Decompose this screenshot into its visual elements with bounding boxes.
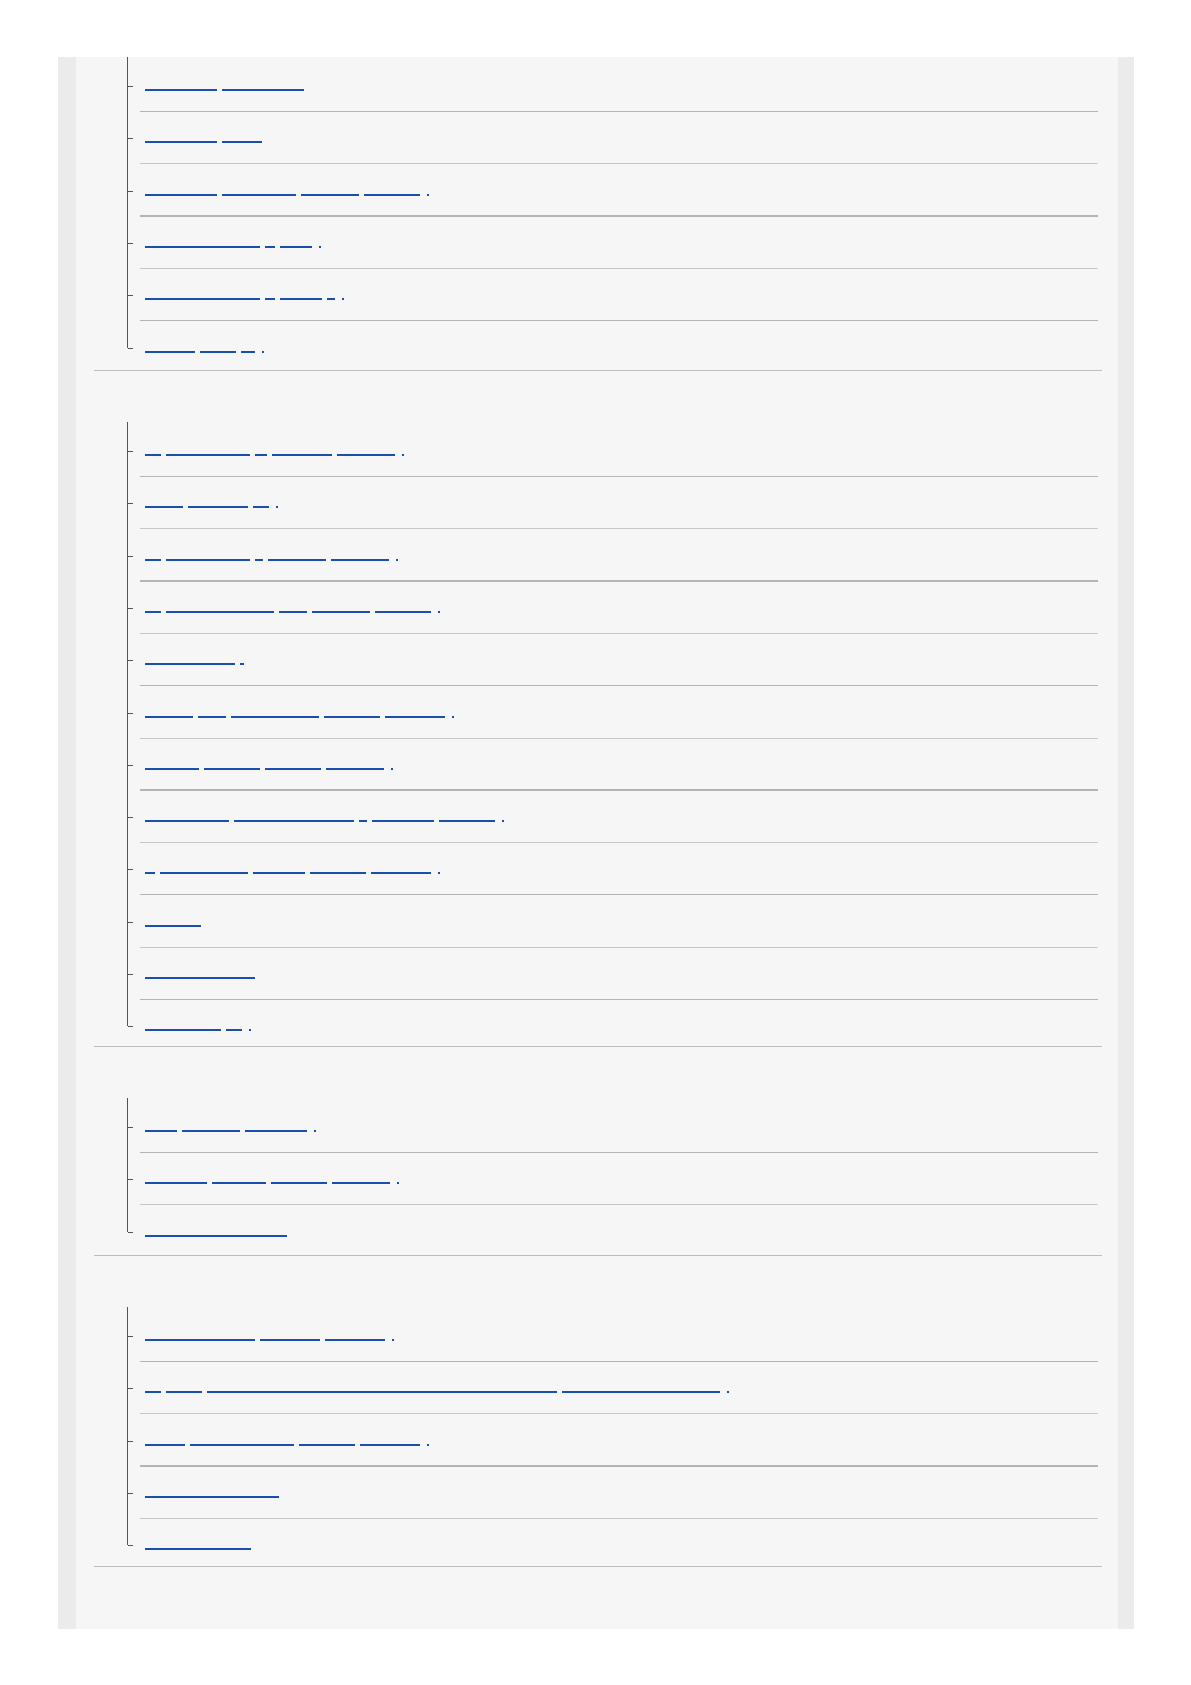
link-dot [438,611,440,613]
toc-link[interactable] [145,913,201,927]
link-underline [188,506,248,508]
link-underline [331,559,389,561]
link-dot [397,1182,399,1184]
tree-tick [128,1232,133,1233]
toc-link[interactable] [145,1536,251,1550]
toc-item[interactable] [128,425,1098,477]
link-underline [198,716,226,718]
tree-tick [128,295,133,296]
link-underline [231,716,319,718]
toc-item[interactable] [128,1101,1098,1153]
toc-item[interactable] [128,1310,1098,1362]
link-underline [226,1029,242,1031]
tree-tick [128,1545,133,1546]
toc-link[interactable] [145,965,255,979]
toc-item[interactable] [128,530,1098,582]
link-underline [372,820,434,822]
link-underline [182,1130,240,1132]
link-underline [359,820,367,822]
toc-link[interactable] [145,494,278,508]
link-dot [342,298,344,300]
toc-item[interactable] [128,1467,1098,1519]
link-dot [427,194,429,196]
toc-item[interactable] [128,582,1098,634]
toc-link[interactable] [145,704,454,718]
link-underline [145,1339,255,1341]
link-underline [265,768,321,770]
link-underline [562,1391,720,1393]
tree-tick [128,243,133,244]
link-underline [299,1444,355,1446]
toc-item[interactable] [128,687,1098,739]
link-dot [727,1391,729,1393]
toc-link[interactable] [145,1432,429,1446]
toc-link[interactable] [145,547,398,561]
link-underline [145,1444,185,1446]
link-underline [145,925,201,927]
toc-item[interactable] [128,1362,1098,1414]
link-underline [145,454,161,456]
link-underline [310,872,366,874]
tree-tick [128,765,133,766]
link-underline [375,611,431,613]
link-dot [276,506,278,508]
link-underline [324,716,380,718]
toc-link[interactable] [145,339,264,353]
toc-item[interactable] [128,1519,1098,1571]
link-dot [427,1444,429,1446]
tree-tick [128,451,133,452]
tree-tick [128,503,133,504]
section-divider [94,370,1102,371]
link-underline [327,298,335,300]
link-underline [280,246,312,248]
link-underline [145,768,199,770]
link-underline [371,872,431,874]
link-underline [234,820,354,822]
toc-link[interactable] [145,442,404,456]
tree-tick [128,817,133,818]
toc-item[interactable] [128,843,1098,895]
toc-link[interactable] [145,234,321,248]
toc-link[interactable] [145,1017,251,1031]
link-underline [145,663,235,665]
toc-link[interactable] [145,1484,279,1498]
link-dot [452,716,454,718]
link-dot [392,1339,394,1341]
toc-link[interactable] [145,808,504,822]
link-underline [255,454,267,456]
toc-link[interactable] [145,1327,394,1341]
link-underline [439,820,495,822]
link-dot [396,559,398,561]
link-dot [314,1130,316,1132]
link-underline [222,141,262,143]
link-underline [145,1235,287,1237]
section-divider [94,1255,1102,1256]
link-underline [145,1130,177,1132]
link-underline [241,351,255,353]
toc-link[interactable] [145,860,440,874]
toc-link[interactable] [145,1118,316,1132]
link-underline [212,1182,266,1184]
link-underline [145,246,260,248]
link-underline [145,194,217,196]
link-underline [145,820,229,822]
tree-tick [128,86,133,87]
link-underline [145,611,161,613]
tree-tick [128,1388,133,1389]
toc-item[interactable] [128,948,1098,1000]
section-divider [94,1566,1102,1567]
link-underline [145,298,260,300]
tree-tick [128,348,133,349]
link-underline [280,298,322,300]
link-dot [319,246,321,248]
toc-item[interactable] [128,896,1098,948]
link-underline [325,1339,385,1341]
toc-item[interactable] [128,739,1098,791]
link-underline [337,454,395,456]
tree-tick [128,869,133,870]
link-underline [326,768,384,770]
link-underline [145,559,161,561]
toc-link[interactable] [145,129,262,143]
tree-tick [128,974,133,975]
toc-item[interactable] [128,477,1098,529]
toc-item[interactable] [128,112,1098,164]
link-underline [253,872,305,874]
link-dot [249,1029,251,1031]
link-underline [271,1182,327,1184]
link-underline [145,1029,221,1031]
link-underline [255,559,263,561]
tree-tick [128,191,133,192]
link-underline [145,1548,251,1550]
link-underline [200,351,236,353]
link-underline [145,872,155,874]
tree-tick [128,1026,133,1027]
tree-tick [128,1127,133,1128]
link-underline [301,194,359,196]
tree-tick [128,1179,133,1180]
toc-link[interactable] [145,1379,729,1393]
link-underline [166,611,274,613]
link-dot [262,351,264,353]
link-underline [207,1391,557,1393]
section-divider [94,1046,1102,1047]
toc-link[interactable] [145,1223,287,1237]
tree-tick [128,660,133,661]
toc-link[interactable] [145,651,244,665]
toc-link[interactable] [145,756,393,770]
toc-item[interactable] [128,634,1098,686]
link-underline [166,559,250,561]
link-underline [145,141,217,143]
toc-item[interactable] [128,322,1098,374]
link-underline [145,506,183,508]
link-underline [222,194,296,196]
link-underline [166,454,250,456]
link-underline [145,89,217,91]
link-underline [265,246,275,248]
link-underline [145,1182,207,1184]
toc-link[interactable] [145,286,344,300]
link-underline [253,506,269,508]
link-underline [265,298,275,300]
toc-item[interactable] [128,1000,1098,1052]
link-underline [145,977,255,979]
tree-tick [128,922,133,923]
toc-item[interactable] [128,1206,1098,1258]
toc-item[interactable] [128,269,1098,321]
link-underline [268,559,326,561]
link-underline [160,872,248,874]
toc-item[interactable] [128,60,1098,112]
tree-tick [128,138,133,139]
link-underline [272,454,332,456]
tree-tick [128,713,133,714]
toc-link[interactable] [145,599,440,613]
link-underline [364,194,420,196]
toc-item[interactable] [128,165,1098,217]
toc-item[interactable] [128,217,1098,269]
link-underline [245,1130,307,1132]
link-underline [190,1444,294,1446]
link-underline [260,1339,320,1341]
toc-link[interactable] [145,1170,399,1184]
link-underline [145,1496,279,1498]
toc-link[interactable] [145,182,429,196]
link-underline [145,351,195,353]
tree-tick [128,1336,133,1337]
link-underline [332,1182,390,1184]
toc-item[interactable] [128,1153,1098,1205]
link-underline [145,1391,161,1393]
link-underline [279,611,307,613]
link-dot [402,454,404,456]
link-dot [502,820,504,822]
link-underline [312,611,370,613]
link-underline [360,1444,420,1446]
link-underline [166,1391,202,1393]
link-underline [204,768,260,770]
tree-tick [128,608,133,609]
link-underline [240,663,244,665]
tree-tick [128,556,133,557]
link-underline [385,716,445,718]
link-dot [438,872,440,874]
tree-tick [128,1493,133,1494]
tree-tick [128,1441,133,1442]
link-dot [391,768,393,770]
toc-link[interactable] [145,77,304,91]
link-underline [145,716,193,718]
link-underline [222,89,304,91]
toc-item[interactable] [128,1415,1098,1467]
toc-item[interactable] [128,791,1098,843]
